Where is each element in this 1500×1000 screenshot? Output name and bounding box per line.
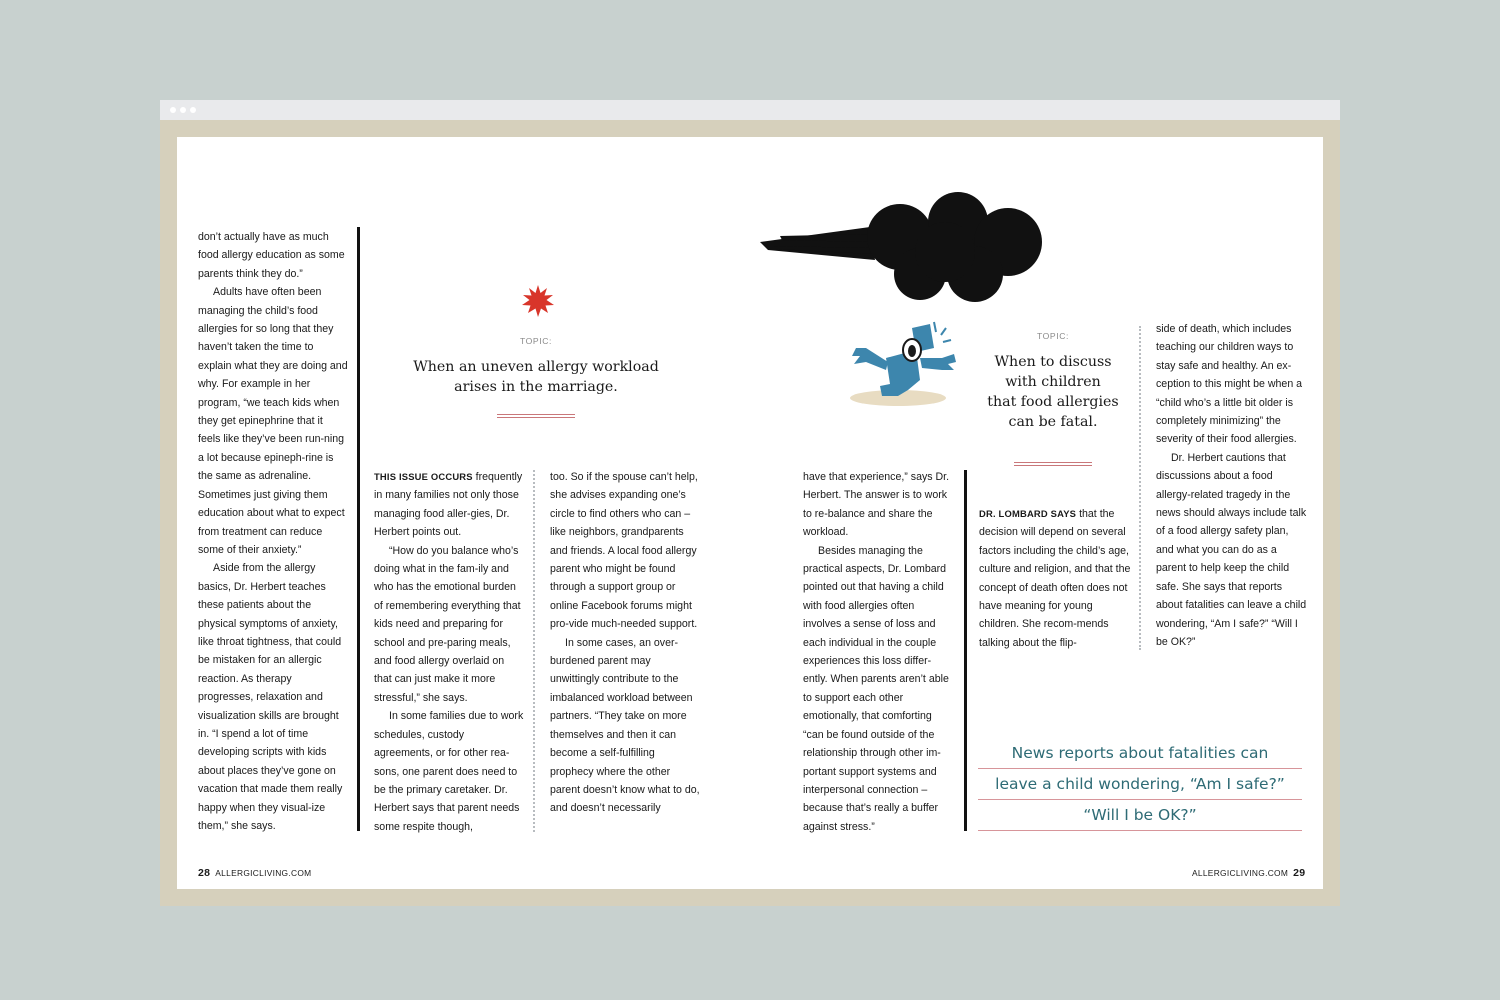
pull-quote-line: News reports about fatalities can bbox=[978, 738, 1302, 769]
red-starburst-icon bbox=[521, 284, 555, 318]
topic-title-line: that food allergies bbox=[987, 394, 1119, 410]
window-control-dot-icon[interactable] bbox=[190, 107, 196, 113]
topic-underline bbox=[1014, 462, 1092, 466]
page-number: 29 bbox=[1293, 867, 1306, 879]
paragraph: don’t actually have as much food allergy education as some parents think they do.” bbox=[198, 231, 345, 280]
paragraph-text: frequently in many families not only those managing food aller-gies, Dr. Herbert points out. bbox=[374, 471, 523, 539]
topic-title-line: arises in the marriage. bbox=[454, 379, 618, 395]
black-storm-cloud-icon bbox=[760, 192, 1045, 302]
window-control-dot-icon[interactable] bbox=[170, 107, 176, 113]
site-name: ALLERGICLIVING.COM bbox=[1192, 868, 1289, 878]
dotted-column-divider bbox=[533, 470, 535, 832]
paragraph: side of death, which includes teaching our children ways to stay safe and healthy. An ex-ception to this might be when a “child who’s a little bit older is completely minimizing” the severity of their food allergies. bbox=[1156, 323, 1303, 446]
paragraph bbox=[374, 468, 524, 542]
blue-panicked-figure-icon bbox=[846, 318, 961, 410]
topic-title-line: When to discuss bbox=[994, 354, 1112, 370]
paragraph bbox=[979, 505, 1131, 652]
right-page-column-1 bbox=[803, 468, 955, 836]
paragraph: Adults have often been managing the child’s food allergies for so long that they haven’t taken the time to explain what they are doing and why. For example in her program, “we teach kids when they get epinephrine that it feels like they’ve been run-ning a lot because epineph-rine is the same as adrenaline. Sometimes just giving them education about what to expect from treatment can reduce some of their anxiety.” bbox=[198, 286, 348, 556]
column-divider-rule bbox=[964, 470, 967, 831]
paragraph: too. So if the spouse can’t help, she advises expanding one’s circle to find others who can – like neighbors, grandparents and friends. A local food allergy parent who might be found through a support group or online Facebook forums might pro-vide much-needed support. bbox=[550, 471, 698, 631]
topic-title-line: can be fatal. bbox=[1008, 414, 1098, 430]
column-divider-rule bbox=[357, 227, 360, 831]
paragraph-text: that the decision will depend on several factors including the child’s age, culture and religion, and that the concept of death often does not have meaning for young children. She recom-mends talking about the flip- bbox=[979, 508, 1131, 649]
right-page-column-3 bbox=[1156, 320, 1308, 651]
pull-quote bbox=[978, 738, 1302, 831]
left-page-column-2 bbox=[374, 468, 524, 836]
topic-title bbox=[963, 352, 1143, 432]
pull-quote-line: “Will I be OK?” bbox=[978, 800, 1302, 831]
lead-in: THIS ISSUE OCCURS bbox=[374, 471, 473, 482]
topic-title bbox=[386, 357, 686, 397]
topic-underline bbox=[497, 414, 575, 418]
lead-in: DR. LOMBARD SAYS bbox=[979, 508, 1077, 519]
paragraph: In some families due to work schedules, custody agreements, or for other rea-sons, one parent does need to be the primary caretaker. Dr. Herbert says that parent needs some respite though, bbox=[374, 710, 524, 833]
paragraph: have that experience,” says Dr. Herbert. The answer is to work to re-balance and share the workload. bbox=[803, 471, 950, 539]
topic-label: TOPIC: bbox=[519, 336, 553, 346]
window-titlebar bbox=[160, 100, 1340, 120]
pull-quote-line: leave a child wondering, “Am I safe?” bbox=[978, 769, 1302, 800]
right-page-column-2 bbox=[979, 505, 1131, 652]
left-page-column-1 bbox=[198, 228, 348, 835]
left-page-column-3 bbox=[550, 468, 700, 818]
paragraph: Dr. Herbert cautions that discussions about a food allergy-related tragedy in the news should always include talk of a food allergy safety plan, and what you can do as a parent to help keep the child safe. She says that reports about fatalities can leave a child wondering, “Am I safe?” “Will I be OK?” bbox=[1156, 451, 1307, 648]
site-name: ALLERGICLIVING.COM bbox=[215, 868, 312, 878]
topic-title-line: When an uneven allergy workload bbox=[413, 359, 659, 375]
page-number: 28 bbox=[198, 867, 211, 879]
paragraph: Besides managing the practical aspects, Dr. Lombard pointed out that having a child with food allergies often involves a sense of loss and each individual in the couple experiences this loss differ-ently. When parents aren’t able to support each other emotionally, that comforting “can be found outside of the relationship through other im-portant support systems and interpersonal connection – because that’s really a buffer against stress.” bbox=[803, 544, 949, 833]
window-control-dot-icon[interactable] bbox=[180, 107, 186, 113]
topic-label: TOPIC: bbox=[1036, 331, 1070, 341]
paragraph: “How do you balance who’s doing what in the fam-ily and who has the emotional burden of remembering everything that kids need and preparing for school and pre-paring meals, and food allergy overlaid on that can just make it more stressful,” she says. bbox=[374, 544, 521, 704]
paragraph: Aside from the allergy basics, Dr. Herbert teaches these patients about the physical symptoms of anxiety, like throat tightness, that could be mistaken for an allergic reaction. As therapy progresses, relaxation and visualization skills are brought in. “I spend a lot of time developing scripts with kids about places they’ve gone on vacation that made them really happy when they visual-ize them,” she says. bbox=[198, 562, 343, 832]
topic-title-line: with children bbox=[1005, 374, 1101, 390]
right-folio bbox=[1192, 867, 1305, 879]
paragraph: In some cases, an over-burdened parent may unwittingly contribute to the imbalanced workload between partners. “They take on more themselves and then it can become a self-fulfilling prophecy where the other parent doesn’t know what to do, and doesn’t necessarily bbox=[550, 636, 700, 815]
left-folio bbox=[198, 867, 311, 879]
dotted-column-divider bbox=[1139, 326, 1141, 650]
